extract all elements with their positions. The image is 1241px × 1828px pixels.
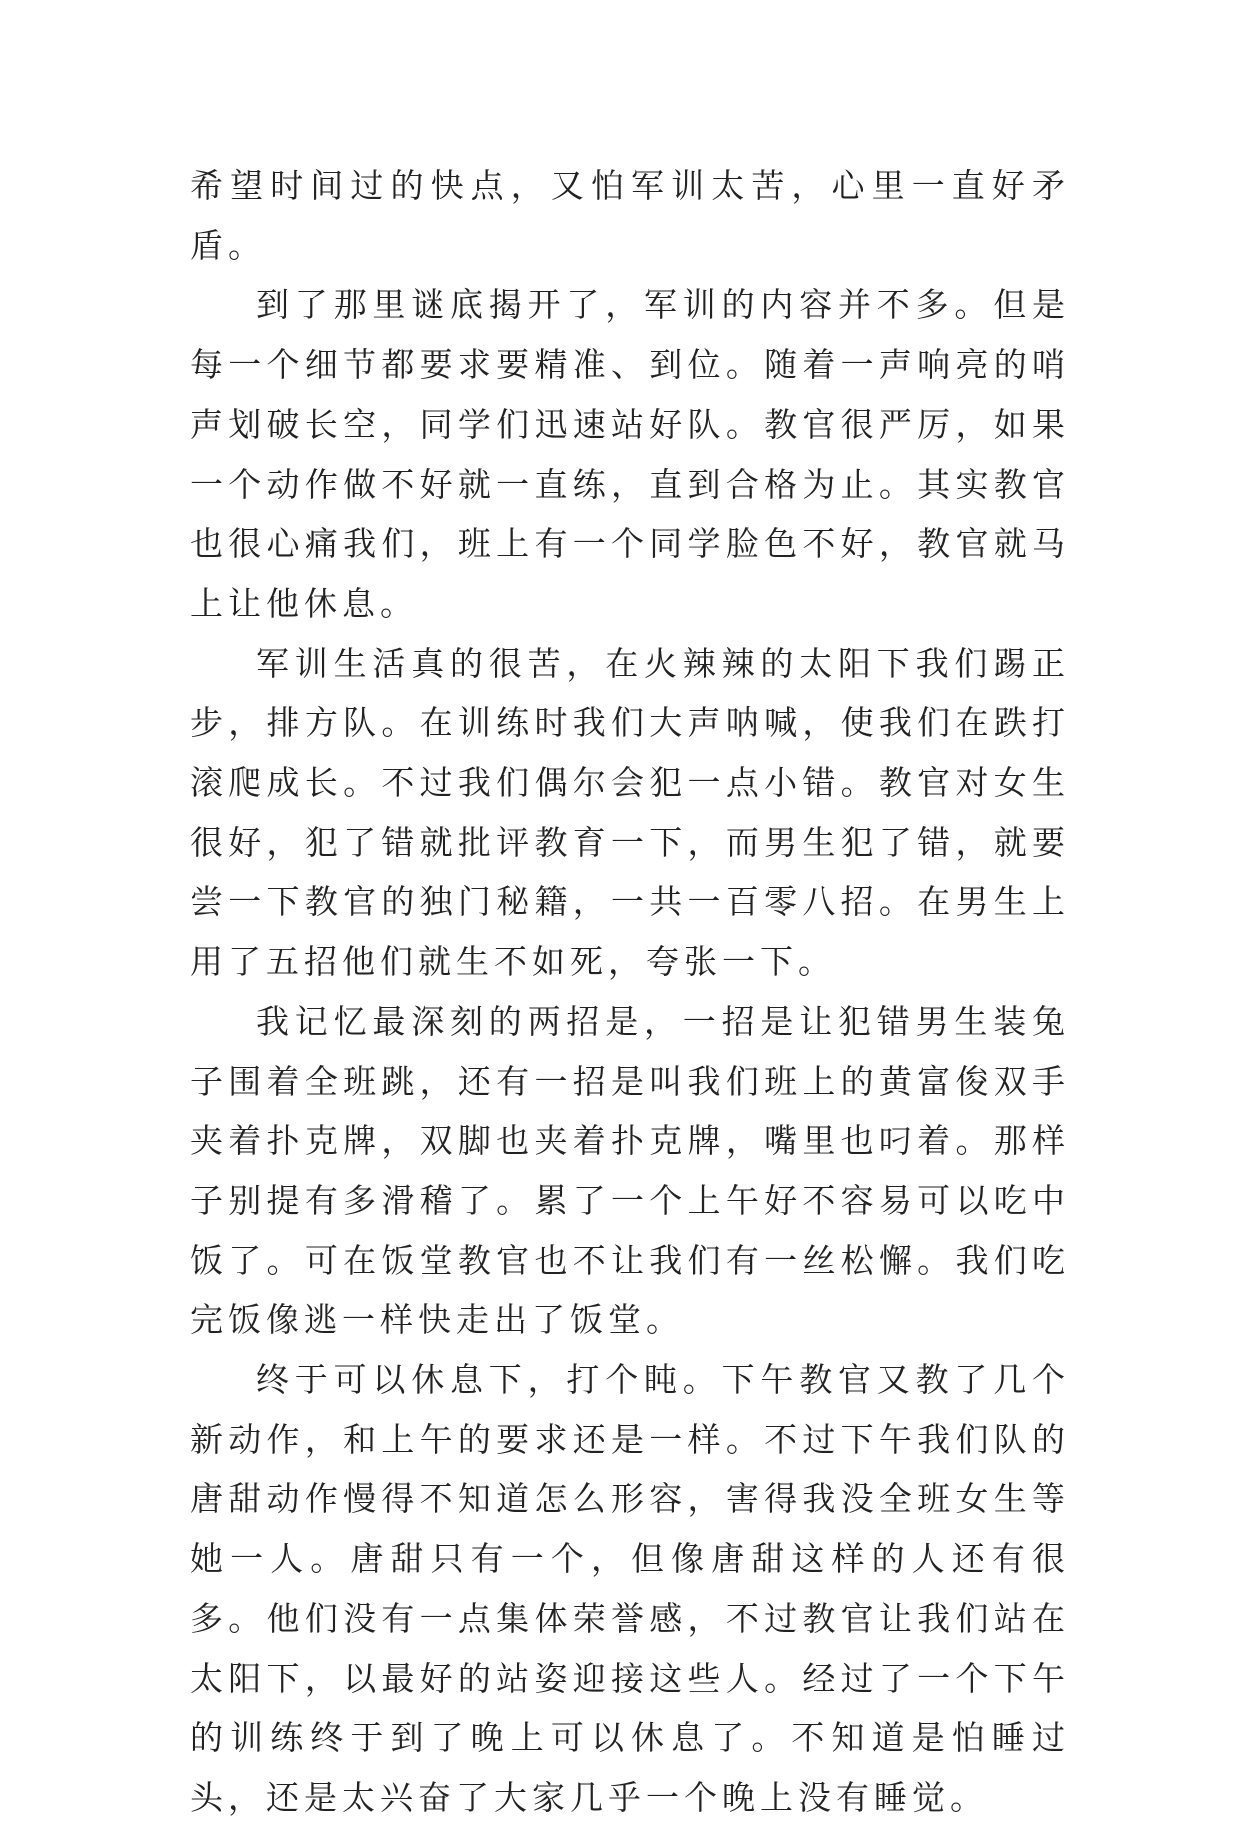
paragraph-1: 希望时间过的快点，又怕军训太苦，心里一直好矛盾。 <box>190 166 1070 265</box>
body-text <box>190 156 1070 1828</box>
paragraph-2: 到了那里谜底揭开了，军训的内容并不多。但是每一个细节都要求要精准、到位。随着一声响亮的哨声划破长空，同学们迅速站好队。教官很严厉，如果一个动作做不好就一直练，直到合格为止。其实教官也很心痛我们，班上有一个同学脸色不好，教官就马上让他休息。 <box>190 285 1070 623</box>
paragraph-5: 终于可以休息下，打个盹。下午教官又教了几个新动作，和上午的要求还是一样。不过下午我们队的唐甜动作慢得不知道怎么形容，害得我没全班女生等她一人。唐甜只有一个，但像唐甜这样的人还有很多。他们没有一点集体荣誉感，不过教官让我们站在太阳下，以最好的站姿迎接这些人。经过了一个下午的训练终于到了晚上可以休息了。不知道是怕睡过头，还是太兴奋了大家几乎一个晚上没有睡觉。 <box>190 1360 1070 1817</box>
paragraph-4: 我记忆最深刻的两招是，一招是让犯错男生装兔子围着全班跳，还有一招是叫我们班上的黄富俊双手夹着扑克牌，双脚也夹着扑克牌，嘴里也叼着。那样子别提有多滑稽了。累了一个上午好不容易可以吃中饭了。可在饭堂教官也不让我们有一丝松懈。我们吃完饭像逃一样快走出了饭堂。 <box>190 1001 1070 1340</box>
paragraph-3: 军训生活真的很苦，在火辣辣的太阳下我们踢正步，排方队。在训练时我们大声呐喊，使我们在跌打滚爬成长。不过我们偶尔会犯一点小错。教官对女生很好，犯了错就批评教育一下，而男生犯了错，就要尝一下教官的独门秘籍，一共一百零八招。在男生上用了五招他们就生不如死，夸张一下。 <box>190 643 1070 982</box>
